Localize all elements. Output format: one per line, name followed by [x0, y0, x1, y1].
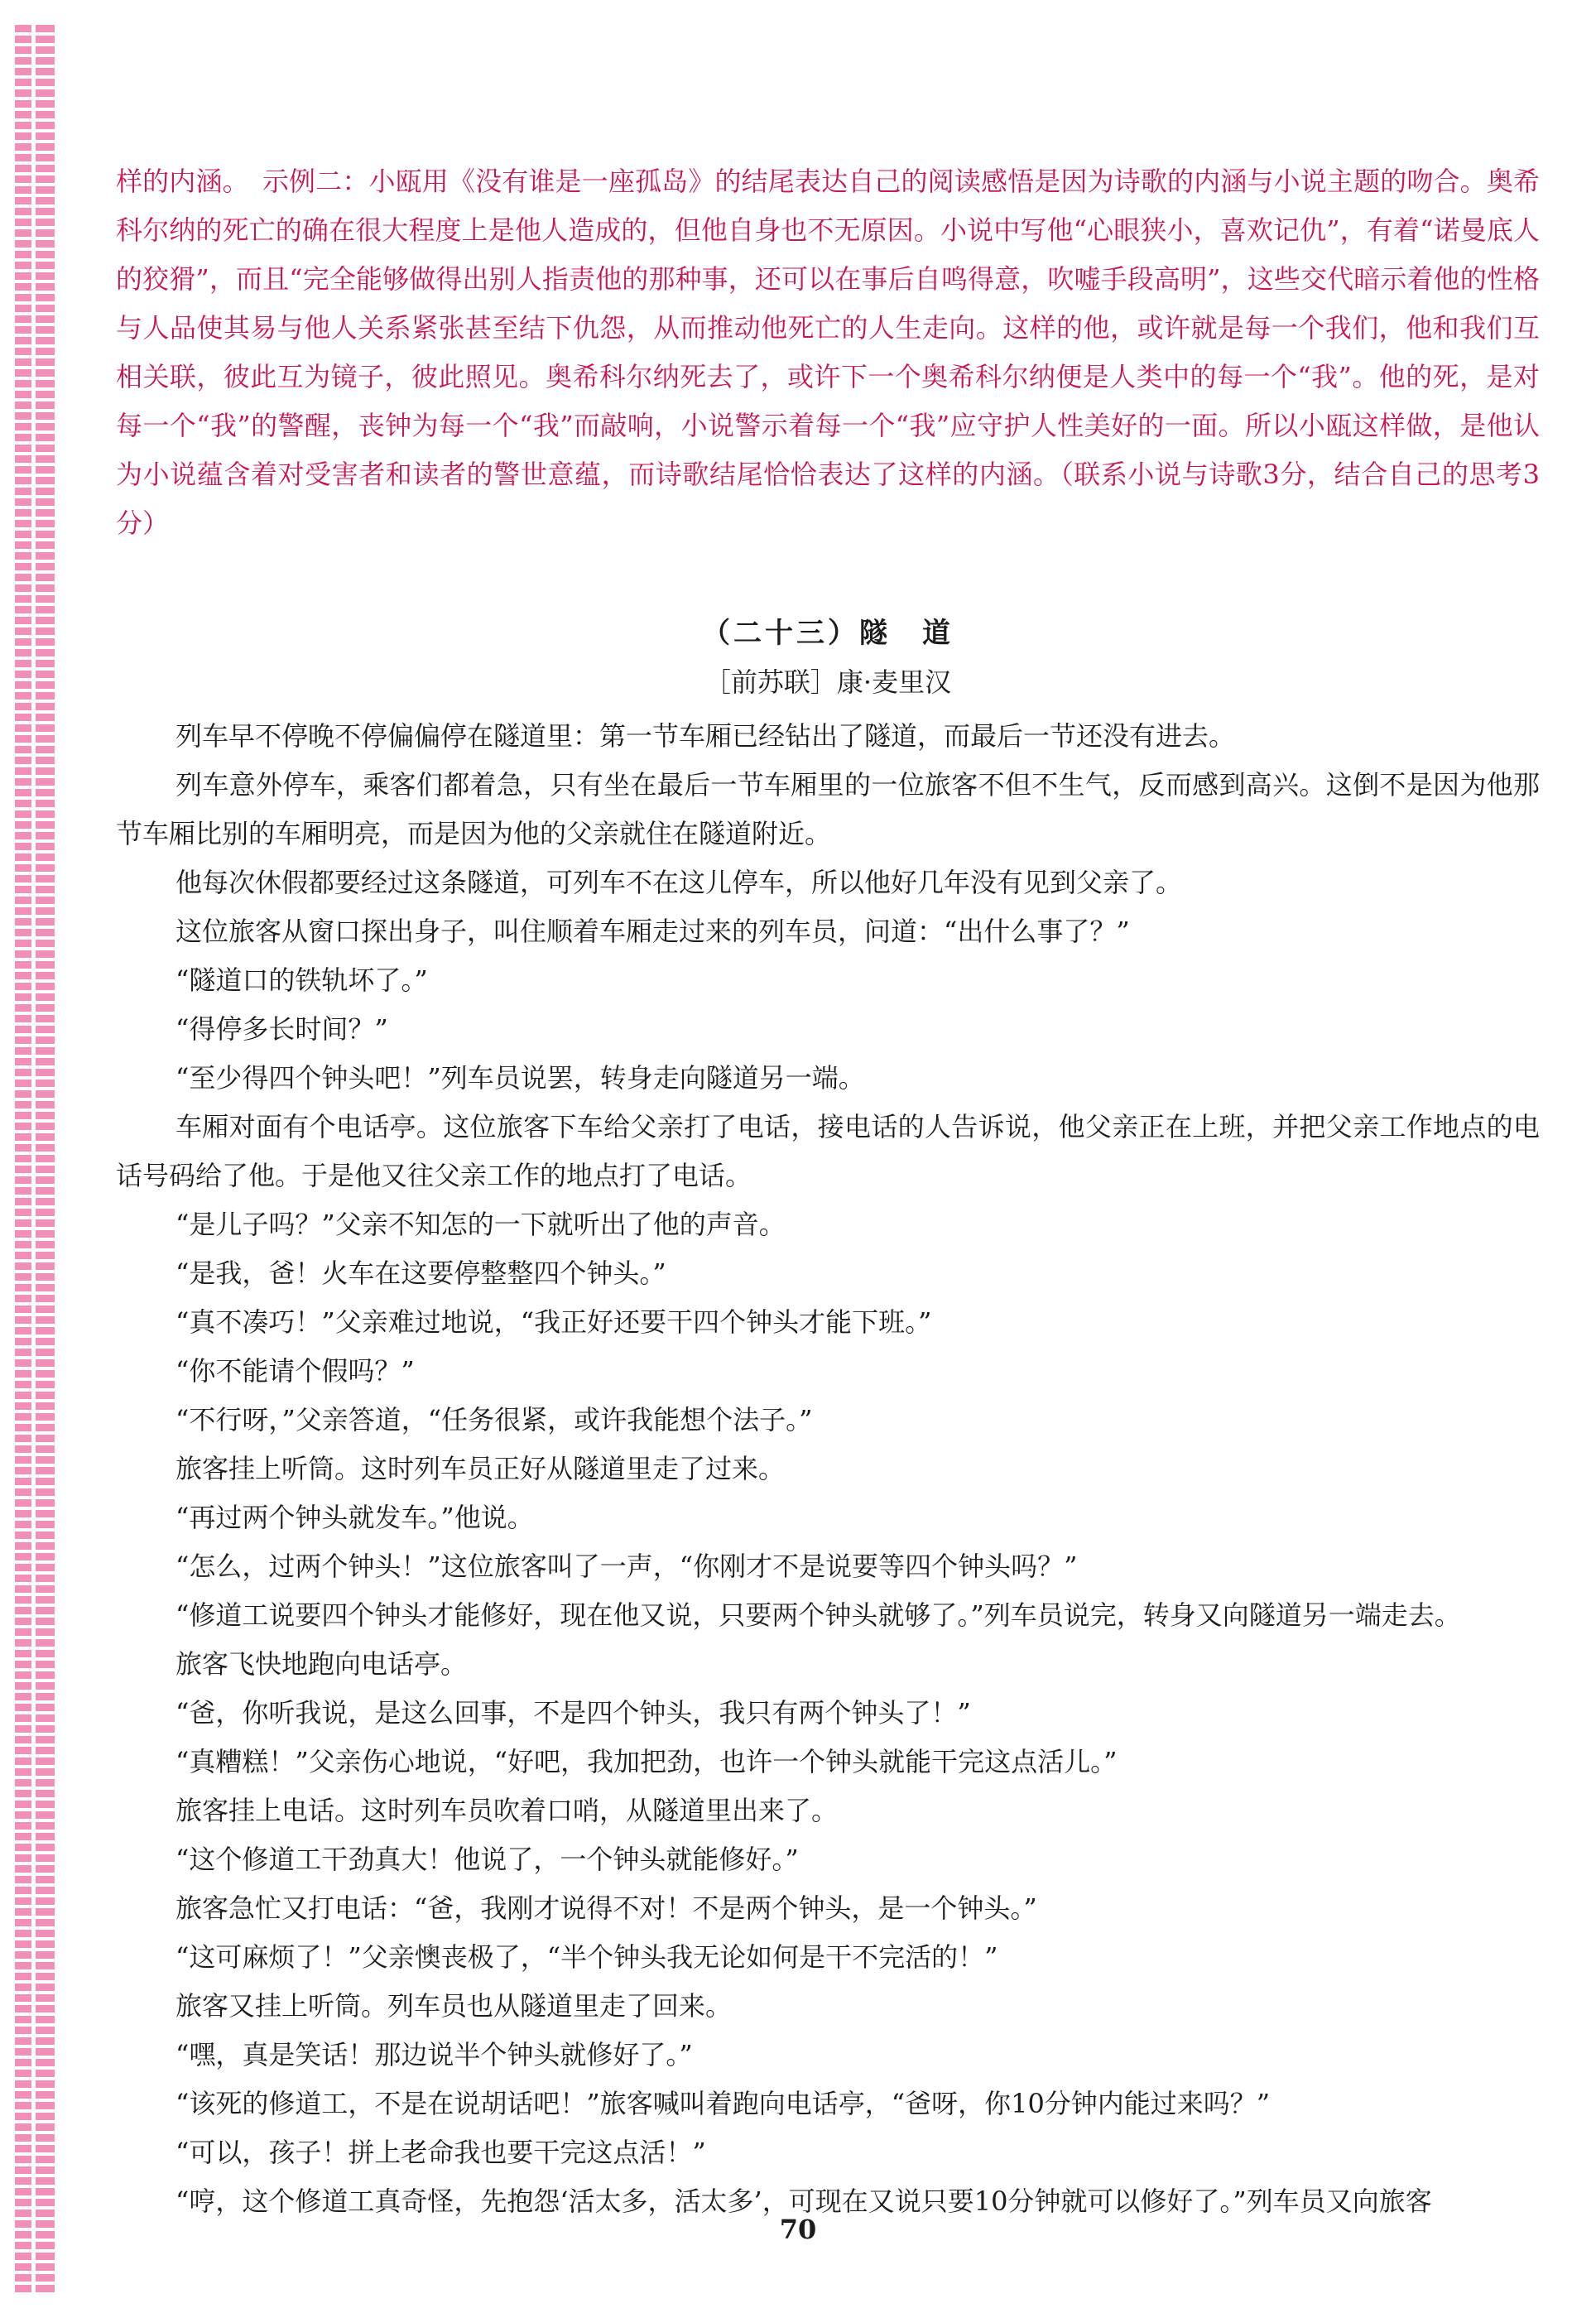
- story-title: （二十三）隧 道: [702, 617, 954, 650]
- story-paragraph: 车厢对面有个电话亭。这位旅客下车给父亲打了电话，接电话的人告诉说，他父亲正在上班，并把父亲工作地点的电话号码给了他。于是他又往父亲工作的地点打了电话。: [116, 1111, 1540, 1191]
- story-paragraph: “得停多长时间？”: [175, 1013, 388, 1045]
- story-paragraph: “可以，孩子！拼上老命我也要干完这点活！”: [175, 2137, 706, 2168]
- story-paragraph: “这可麻烦了！”父亲懊丧极了，“半个钟头我无论如何是干不完活的！”: [175, 1941, 998, 1973]
- story-paragraph: “修道工说要四个钟头才能修好，现在他又说，只要两个钟头就够了。”列车员说完，转身又向隧道另一端走去。: [175, 1599, 1461, 1631]
- story-paragraph: “哼，这个修道工真奇怪，先抱怨‘活太多，活太多’，可现在又说只要10分钟就可以修好了。”列车员又向旅客: [175, 2186, 1432, 2217]
- story-paragraph: “爸，你听我说，是这么回事，不是四个钟头，我只有两个钟头了！”: [175, 1697, 971, 1729]
- story-paragraph: “不行呀，”父亲答道，“任务很紧，或许我能想个法子。”: [175, 1404, 813, 1435]
- answer-paragraph: 样的内涵。 示例二：小瓯用《没有谁是一座孤岛》的结尾表达自己的阅读感悟是因为诗歌的内涵与小说主题的吻合。奥希科尔纳的死亡的确在很大程度上是他人造成的，但他自身也不无原因。小说中写他“心眼狭小，喜欢记仇”，有着“诺曼底人的狡猾”，而且“完全能够做得出别人指责他的那种事，还可以在事后自鸣得意，吹嘘手段高明”，这些交代暗示着他的性格与人品使其易与他人关系紧张甚至结下仇怨，从而推动他死亡的人生走向。这样的他，或许就是每一个我们，他和我们互相关联，彼此互为镜子，彼此照见。奥希科尔纳死去了，或许下一个奥希科尔纳便是人类中的每一个“我”。他的死，是对每一个“我”的警醒，丧钟为每一个“我”而敲响，小说警示着每一个“我”应守护人性美好的一面。所以小瓯这样做，是他认为小说蕴含着对受害者和读者的警世意蕴，而诗歌结尾恰恰表达了这样的内涵。（联系小说与诗歌3分，结合自己的思考3分）: [116, 166, 1540, 539]
- story-body: [116, 712, 1540, 2226]
- story-paragraph: “嘿，真是笑话！那边说半个钟头就修好了。”: [175, 2039, 693, 2070]
- story-paragraph: “是儿子吗？”父亲不知怎的一下就听出了他的声音。: [175, 1209, 786, 1240]
- story-paragraph: “你不能请个假吗？”: [175, 1355, 415, 1387]
- decorative-margin-strip: [15, 25, 55, 2293]
- story-paragraph: 列车早不停晚不停偏偏停在隧道里：第一节车厢已经钻出了隧道，而最后一节还没有进去。: [175, 720, 1236, 752]
- story-paragraph: “至少得四个钟头吧！”列车员说罢，转身走向隧道另一端。: [175, 1062, 865, 1094]
- story-paragraph: “该死的修道工，不是在说胡话吧！”旅客喊叫着跑向电话亭，“爸呀，你10分钟内能过来吗？”: [175, 2088, 1271, 2119]
- story-paragraph: 他每次休假都要经过这条隧道，可列车不在这儿停车，所以他好几年没有见到父亲了。: [175, 867, 1183, 898]
- story-paragraph: “再过两个钟头就发车。”他说。: [175, 1502, 534, 1533]
- story-paragraph: “这个修道工干劲真大！他说了，一个钟头就能修好。”: [175, 1844, 799, 1875]
- story-paragraph: “隧道口的铁轨坏了。”: [175, 964, 428, 996]
- story-paragraph: 这位旅客从窗口探出身子，叫住顺着车厢走过来的列车员，问道：“出什么事了？”: [175, 916, 1130, 947]
- story-paragraph: 旅客又挂上听筒。列车员也从隧道里走了回来。: [175, 1990, 733, 2022]
- story-paragraph: 旅客飞快地跑向电话亭。: [175, 1648, 468, 1680]
- document-page: [116, 157, 1540, 2226]
- story-paragraph: “是我，爸！火车在这要停整整四个钟头。”: [175, 1257, 666, 1289]
- story-author: ［前苏联］康·麦里汉: [704, 666, 952, 698]
- answer-section: [116, 157, 1540, 548]
- story-paragraph: “真不凑巧！”父亲难过地说，“我正好还要干四个钟头才能下班。”: [175, 1306, 932, 1338]
- page-number: 70: [779, 2214, 817, 2245]
- story-paragraph: 旅客急忙又打电话：“爸，我刚才说得不对！不是两个钟头，是一个钟头。”: [175, 1892, 1037, 1924]
- story-paragraph: “真糟糕！”父亲伤心地说，“好吧，我加把劲，也许一个钟头就能干完这点活儿。”: [175, 1746, 1118, 1777]
- story-paragraph: 旅客挂上听筒。这时列车员正好从隧道里走了过来。: [175, 1453, 786, 1484]
- story-paragraph: 列车意外停车，乘客们都着急，只有坐在最后一节车厢里的一位旅客不但不生气，反而感到高兴。这倒不是因为他那节车厢比别的车厢明亮，而是因为他的父亲就住在隧道附近。: [116, 769, 1540, 849]
- story-paragraph: 旅客挂上电话。这时列车员吹着口哨，从隧道里出来了。: [175, 1795, 839, 1826]
- story-paragraph: “怎么，过两个钟头！”这位旅客叫了一声，“你刚才不是说要等四个钟头吗？”: [175, 1551, 1078, 1582]
